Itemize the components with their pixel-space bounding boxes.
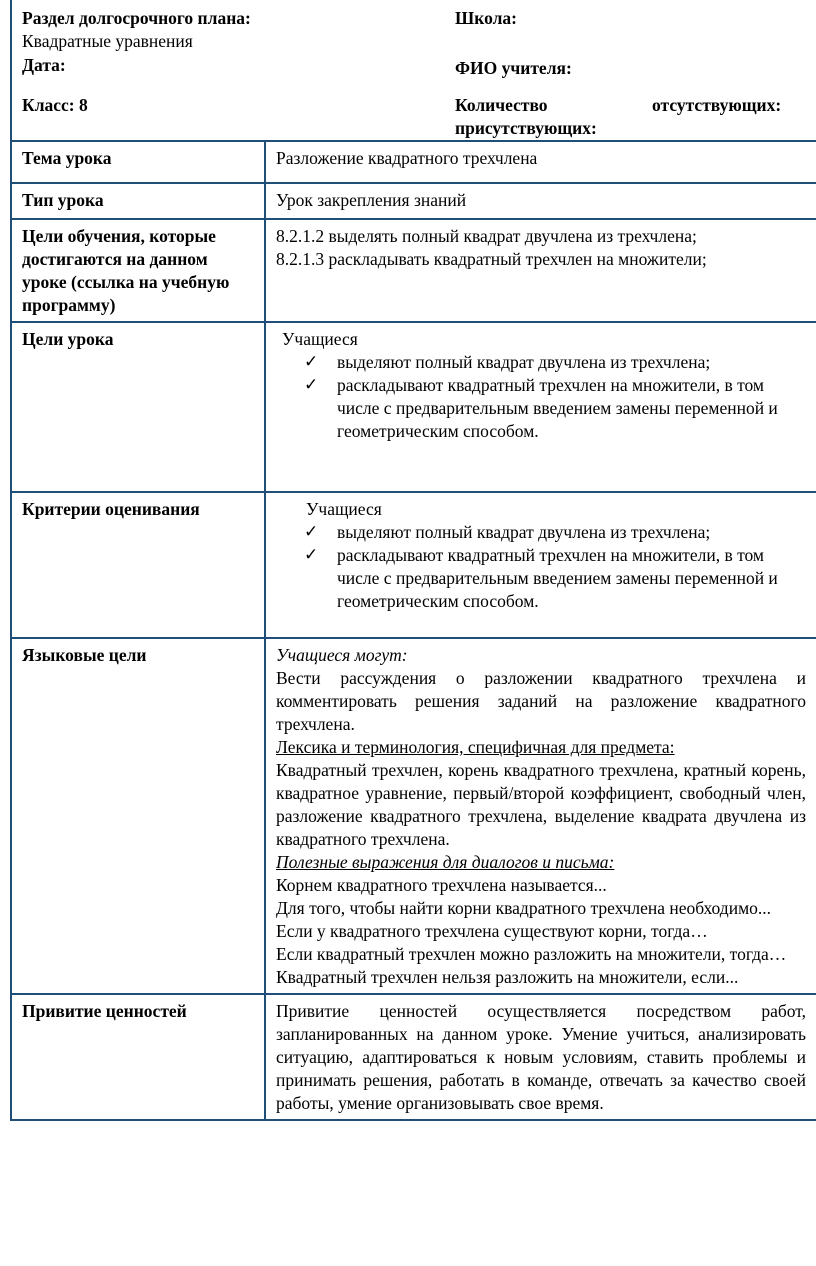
phrase-item: Если квадратный трехчлен можно разложить на множители, тогда… — [276, 944, 787, 964]
checkmark-icon: ✓ — [304, 545, 319, 565]
teacher-label: ФИО учителя: — [455, 58, 572, 78]
absent-label-1: Количество — [455, 95, 548, 115]
objectives-label: Цели обучения, которые достигаются на данном уроке (ссылка на учебную программу) — [11, 219, 265, 322]
can-text: Вести рассуждения о разложении квадратного трехчлена и комментировать решения заданий на разложение квадратного трехчлена. — [276, 668, 806, 734]
row-objectives — [11, 219, 816, 322]
vocab-text: Квадратный трехчлен, корень квадратного трехчлена, кратный корень, квадратное уравнение, первый/второй коэффициент, свободный член, разложение квадратного трехчлена, выделение квадрата двучлена из квадратного трехчлена. — [276, 760, 806, 849]
type-label: Тип урока — [11, 183, 265, 219]
goals-label: Цели урока — [11, 322, 265, 492]
type-value: Урок закрепления знаний — [265, 183, 816, 219]
lesson-plan-table — [10, 140, 816, 1121]
row-values — [11, 994, 816, 1120]
values-text: Привитие ценностей осуществляется посредством работ, запланированных на данном уроке. Умение учиться, анализировать ситуацию, адаптироваться к новым условиям, ставить проблемы и принимать решения, работать в команде, отвечать за качество своей работы, умение организовывать свое время. — [265, 994, 816, 1120]
vocab-heading: Лексика и терминология, специфичная для предмета: — [276, 737, 675, 757]
section-label: Раздел долгосрочного плана: — [22, 8, 251, 28]
list-item: ✓ раскладывают квадратный трехчлен на множители, в том числе с предварительным введением замены переменной и геометрическим способом. — [304, 375, 778, 441]
absent-label-2: отсутствующих: — [652, 95, 782, 115]
row-language — [11, 638, 816, 994]
row-goals — [11, 322, 816, 492]
topic-label: Тема урока — [11, 141, 265, 183]
section-value: Квадратные уравнения — [22, 31, 193, 51]
row-topic — [11, 141, 816, 183]
present-label: присутствующих: — [455, 118, 597, 138]
list-item: ✓ выделяют полный квадрат двучлена из трехчлена; — [304, 522, 711, 542]
checkmark-icon: ✓ — [304, 375, 319, 395]
lesson-header — [10, 0, 816, 140]
criteria-label: Критерии оценивания — [11, 492, 265, 638]
criteria-list — [276, 521, 806, 613]
language-label: Языковые цели — [11, 638, 265, 994]
phrase-item: Квадратный трехчлен нельзя разложить на множители, если... — [276, 967, 739, 987]
criteria-value — [265, 492, 816, 638]
objective-line-2: 8.2.1.3 раскладывать квадратный трехчлен на множители; — [276, 249, 707, 269]
goals-value — [265, 322, 816, 492]
objective-line-1: 8.2.1.2 выделять полный квадрат двучлена из трехчлена; — [276, 226, 697, 246]
school-label: Школа: — [455, 8, 517, 28]
list-item: ✓ выделяют полный квадрат двучлена из трехчлена; — [304, 352, 711, 372]
phrase-item: Для того, чтобы найти корни квадратного трехчлена необходимо... — [276, 898, 772, 918]
criteria-intro: Учащиеся — [306, 499, 382, 519]
checkmark-icon: ✓ — [304, 352, 319, 372]
topic-value: Разложение квадратного трехчлена — [265, 141, 816, 183]
phrase-item: Корнем квадратного трехчлена называется... — [276, 875, 607, 895]
objectives-value — [265, 219, 816, 322]
list-item: ✓ раскладывают квадратный трехчлен на множители, в том числе с предварительным введением замены переменной и геометрическим способом. — [304, 545, 778, 611]
row-criteria — [11, 492, 816, 638]
goals-list — [276, 351, 806, 443]
can-heading: Учащиеся могут: — [276, 645, 408, 665]
row-type — [11, 183, 816, 219]
class-label: Класс: 8 — [22, 95, 88, 115]
goals-intro: Учащиеся — [282, 329, 358, 349]
language-value — [265, 638, 816, 994]
values-label: Привитие ценностей — [11, 994, 265, 1120]
phrases-heading: Полезные выражения для диалогов и письма: — [276, 852, 615, 872]
checkmark-icon: ✓ — [304, 522, 319, 542]
phrase-item: Если у квадратного трехчлена существуют корни, тогда… — [276, 921, 708, 941]
date-label: Дата: — [22, 55, 66, 75]
